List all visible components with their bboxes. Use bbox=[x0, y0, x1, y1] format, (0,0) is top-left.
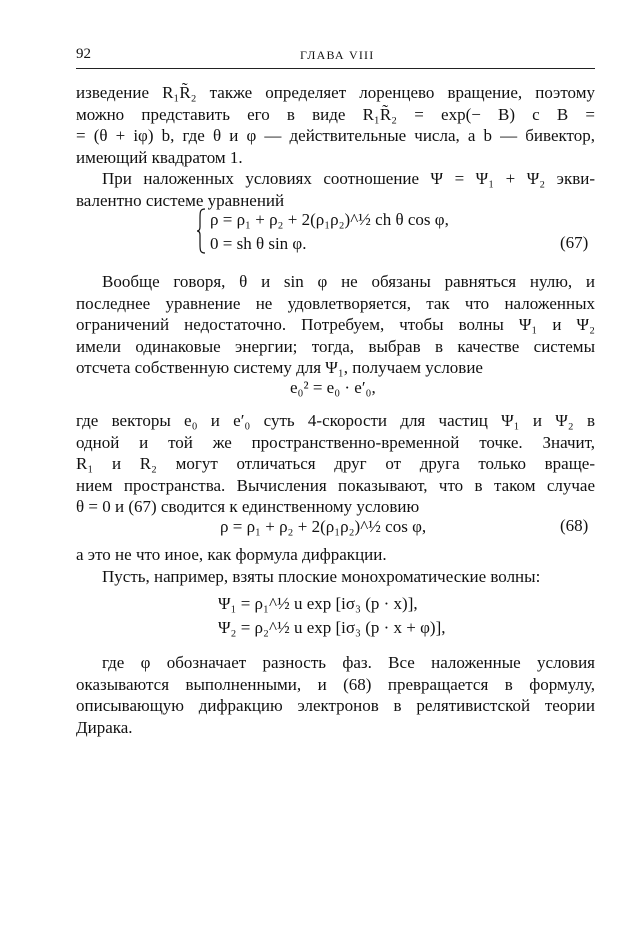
text-line: последнее уравнение не удовлетворяется, так что наложенных bbox=[76, 293, 595, 313]
text-line: Дирака. bbox=[76, 717, 133, 737]
text-line: оказываются выполненными, и (68) превращается в формулу, bbox=[76, 674, 595, 694]
text-line: изведение R₁R̃₂ также определяет лоренцево вращение, поэтому bbox=[76, 83, 595, 102]
text-line: ограничений недостаточно. Потребуем, чтобы волны Ψ₁ и Ψ₂ bbox=[76, 315, 595, 334]
equation-68: ρ = ρ₁ + ρ₂ + 2(ρ₁ρ₂)^½ cos φ, bbox=[220, 517, 427, 536]
text-line: где φ обозначает разность фаз. Все наложенные условия bbox=[102, 653, 595, 672]
paragraph-3 bbox=[76, 271, 595, 379]
text-line: имеющий квадратом 1. bbox=[76, 147, 243, 167]
text-line: Вообще говоря, θ и sin φ не обязаны равняться нулю, и bbox=[102, 272, 595, 291]
paragraph-7 bbox=[76, 652, 595, 738]
equation-67-line-2: 0 = sh θ sin φ. bbox=[210, 234, 307, 253]
paragraph-5 bbox=[76, 544, 595, 566]
text-line: имели одинаковые энергии; тогда, выбрав в качестве системы bbox=[76, 336, 595, 356]
paragraph-2 bbox=[76, 168, 595, 211]
equation-wave-2: Ψ₂ = ρ₂^½ u exp [iσ₃ (p · x + φ)], bbox=[218, 618, 446, 637]
text-line: θ = 0 и (67) сводится к единственному условию bbox=[76, 497, 420, 516]
equation-number-67: (67) bbox=[560, 233, 589, 252]
text-line: отсчета собственную систему для Ψ₁, получаем условие bbox=[76, 358, 483, 377]
text-line: R₁ и R₂ могут отличаться друг от друга только враще- bbox=[76, 454, 595, 473]
paragraph-6 bbox=[76, 566, 595, 588]
page-number: 92 bbox=[76, 46, 91, 62]
text-line: При наложенных условиях соотношение Ψ = Ψ₁ + Ψ₂ экви- bbox=[102, 169, 595, 188]
equation-number-68: (68) bbox=[560, 516, 589, 535]
text-line: Пусть, например, взяты плоские монохроматические волны: bbox=[102, 567, 541, 586]
text-line: где векторы e₀ и e′₀ суть 4-скорости для частиц Ψ₁ и Ψ₂ в bbox=[76, 411, 595, 430]
system-brace bbox=[196, 208, 206, 254]
equation-67-line-1: ρ = ρ₁ + ρ₂ + 2(ρ₁ρ₂)^½ ch θ cos φ, bbox=[210, 210, 449, 229]
equation-velocity-condition: e₀² = e₀ · e′₀, bbox=[290, 378, 376, 397]
running-head: ГЛАВА VIII bbox=[300, 48, 375, 62]
paragraph-4 bbox=[76, 410, 595, 518]
text-line: можно представить его в виде R₁R̃₂ = exp(− B) с B = bbox=[76, 104, 595, 124]
equation-wave-1: Ψ₁ = ρ₁^½ u exp [iσ₃ (p · x)], bbox=[218, 594, 418, 613]
text-line: описывающую дифракцию электронов в релятивистской теории bbox=[76, 696, 595, 715]
header-rule bbox=[76, 68, 595, 69]
text-line: валентно системе уравнений bbox=[76, 190, 285, 210]
text-line: а это не что иное, как формула дифракции. bbox=[76, 545, 387, 564]
text-line: нием пространства. Вычисления показывают, что в таком случае bbox=[76, 475, 595, 495]
text-line: = (θ + iφ) b, где θ и φ — действительные числа, а b — бивектор, bbox=[76, 126, 595, 145]
text-line: одной и той же пространственно-временной точке. Значит, bbox=[76, 432, 595, 452]
paragraph-1 bbox=[76, 82, 595, 168]
